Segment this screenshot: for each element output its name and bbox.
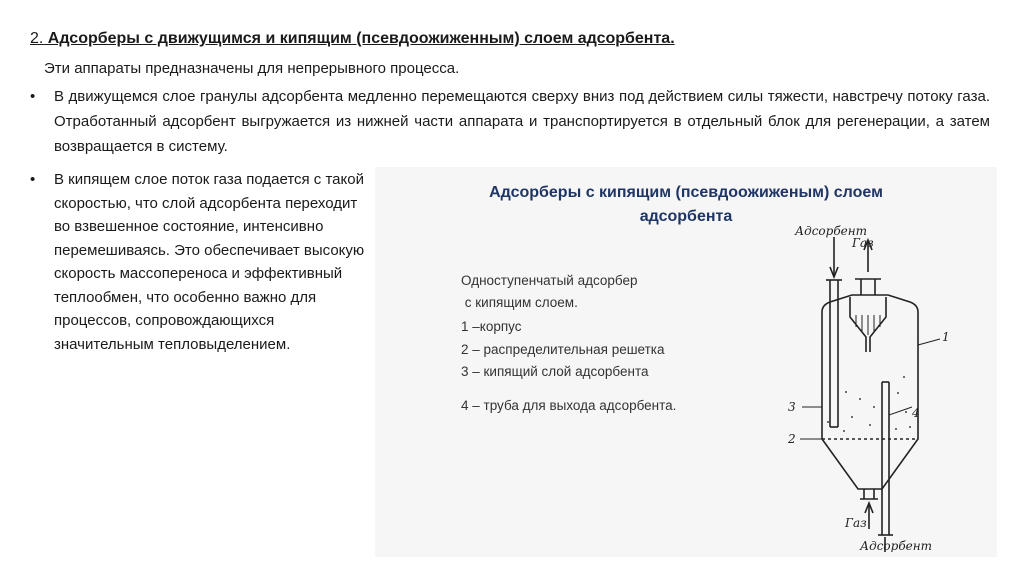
figure-title-line1: Адсорберы с кипящим (псевдоожиженым) слоем — [489, 184, 883, 201]
intro-text: Эти аппараты предназначены для непрерывного процесса. — [44, 60, 460, 77]
legend-item-4: 4 – труба для выхода адсорбента. — [461, 398, 677, 413]
label-adsorbent-in: Адсорбент — [795, 224, 868, 238]
legend-item-3: 3 – кипящий слой адсорбента — [461, 364, 649, 379]
label-3: 3 — [788, 400, 796, 414]
legend-item-1: 1 –корпус — [461, 319, 522, 334]
bullet-fluidized-bed — [30, 168, 366, 356]
title-text: Адсорберы с движущимся и кипящим (псевдоожиженным) слоем адсорбента. — [43, 30, 675, 47]
legend-line: Одноступенчатый адсорбер — [461, 273, 638, 288]
adsorber-figure — [375, 167, 997, 557]
title-number: 2. — [30, 30, 44, 47]
bullet-text: В движущемся слое гранулы адсорбента медленно перемещаются сверху вниз под действием силы тяжести, навстречу потоку газа. Отработанный адсорбент выгружается из нижней части аппарата и транспортируется в отдельный блок для регенерации, а затем возвращается в систему. — [54, 88, 990, 155]
bullet-symbol: • — [30, 171, 36, 188]
label-gas-out: Газ — [852, 236, 874, 250]
bullet-symbol: • — [30, 88, 36, 105]
legend-line: с кипящим слоем. — [461, 295, 578, 310]
label-adsorbent-out: Адсорбент — [860, 539, 933, 552]
label-gas-in: Газ — [845, 516, 867, 530]
bullet-text: В кипящем слое поток газа подается с такой скоростью, что слой адсорбента переходит во взвешенное состояние, интенсивно перемешиваясь. Это обеспечивает высокую скорость массопереноса и эффективный теплообмен, что особенно важно для процессов, сопровождающихся значительным тепловыделением. — [54, 171, 365, 353]
label-4: 4 — [912, 406, 920, 420]
slide-title — [30, 30, 1010, 48]
adsorber-diagram — [770, 217, 970, 552]
vessel-body — [822, 295, 918, 489]
vessel-left-top — [822, 295, 852, 372]
bullet-moving-bed — [30, 84, 990, 159]
cyclone — [850, 297, 866, 352]
figure-title-line2: адсорбента — [639, 208, 733, 225]
label-2: 2 — [788, 432, 796, 446]
legend-item-2: 2 – распределительная решетка — [461, 342, 665, 357]
label-1: 1 — [942, 330, 950, 344]
fluidized-bed-particles — [827, 376, 911, 432]
